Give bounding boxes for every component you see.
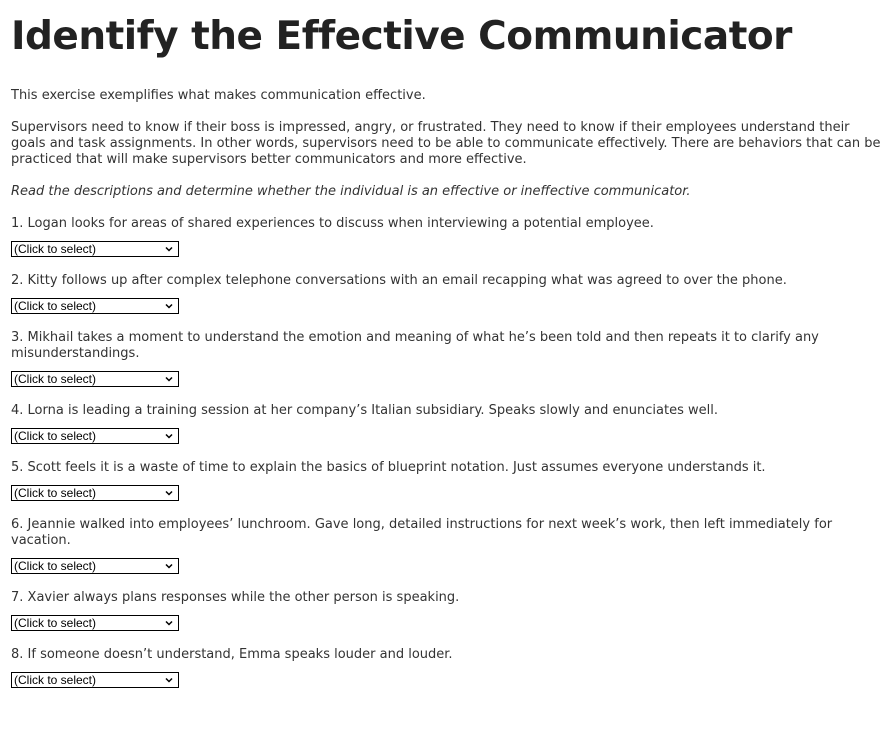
answer-select[interactable] [11, 371, 179, 387]
select-value: (Click to select) [14, 372, 97, 386]
chevron-down-icon [165, 432, 173, 440]
answer-select[interactable] [11, 241, 179, 257]
chevron-down-icon [165, 375, 173, 383]
select-value: (Click to select) [14, 299, 97, 313]
question-4 [11, 403, 886, 444]
intro-text: This exercise exemplifies what makes communication effective. [11, 88, 426, 103]
exercise-page [0, 14, 886, 688]
answer-select[interactable] [11, 485, 179, 501]
question-text: 8. If someone doesn’t understand, Emma speaks louder and louder. [11, 647, 453, 662]
answer-select[interactable] [11, 615, 179, 631]
chevron-down-icon [165, 302, 173, 310]
question-text: 4. Lorna is leading a training session at her company’s Italian subsidiary. Speaks slowly and enunciates well. [11, 403, 718, 418]
question-text: 1. Logan looks for areas of shared experiences to discuss when interviewing a potential employee. [11, 216, 654, 231]
question-8 [11, 647, 886, 688]
chevron-down-icon [165, 619, 173, 627]
question-text: 3. Mikhail takes a moment to understand the emotion and meaning of what he’s been told and then repeats it to clarify any misunderstandings. [11, 330, 819, 361]
select-value: (Click to select) [14, 242, 97, 256]
description-text: Supervisors need to know if their boss is impressed, angry, or frustrated. They need to know if their employees understand their goals and task assignments. In other words, supervisors need to be able to communicate effectively. There are behaviors that can be practiced that will make supervisors better communicators and more effective. [11, 120, 881, 167]
answer-select[interactable] [11, 558, 179, 574]
question-text: 6. Jeannie walked into employees’ lunchroom. Gave long, detailed instructions for next week’s work, then left immediately for vacation. [11, 517, 833, 548]
question-text: 7. Xavier always plans responses while the other person is speaking. [11, 590, 460, 605]
instructions-text: Read the descriptions and determine whether the individual is an effective or ineffective communicator. [11, 184, 691, 199]
question-3 [11, 330, 886, 387]
chevron-down-icon [165, 245, 173, 253]
question-7 [11, 590, 886, 631]
question-6 [11, 517, 886, 574]
question-text: 2. Kitty follows up after complex telephone conversations with an email recapping what was agreed to over the phone. [11, 273, 787, 288]
question-5 [11, 460, 886, 501]
chevron-down-icon [165, 562, 173, 570]
chevron-down-icon [165, 489, 173, 497]
select-value: (Click to select) [14, 673, 97, 687]
answer-select[interactable] [11, 428, 179, 444]
select-value: (Click to select) [14, 616, 97, 630]
question-2 [11, 273, 886, 314]
page-title: Identify the Effective Communicator [11, 14, 792, 59]
select-value: (Click to select) [14, 486, 97, 500]
select-value: (Click to select) [14, 559, 97, 573]
answer-select[interactable] [11, 672, 179, 688]
select-value: (Click to select) [14, 429, 97, 443]
chevron-down-icon [165, 676, 173, 684]
answer-select[interactable] [11, 298, 179, 314]
question-text: 5. Scott feels it is a waste of time to explain the basics of blueprint notation. Just assumes everyone understands it. [11, 460, 766, 475]
question-1 [11, 216, 886, 257]
